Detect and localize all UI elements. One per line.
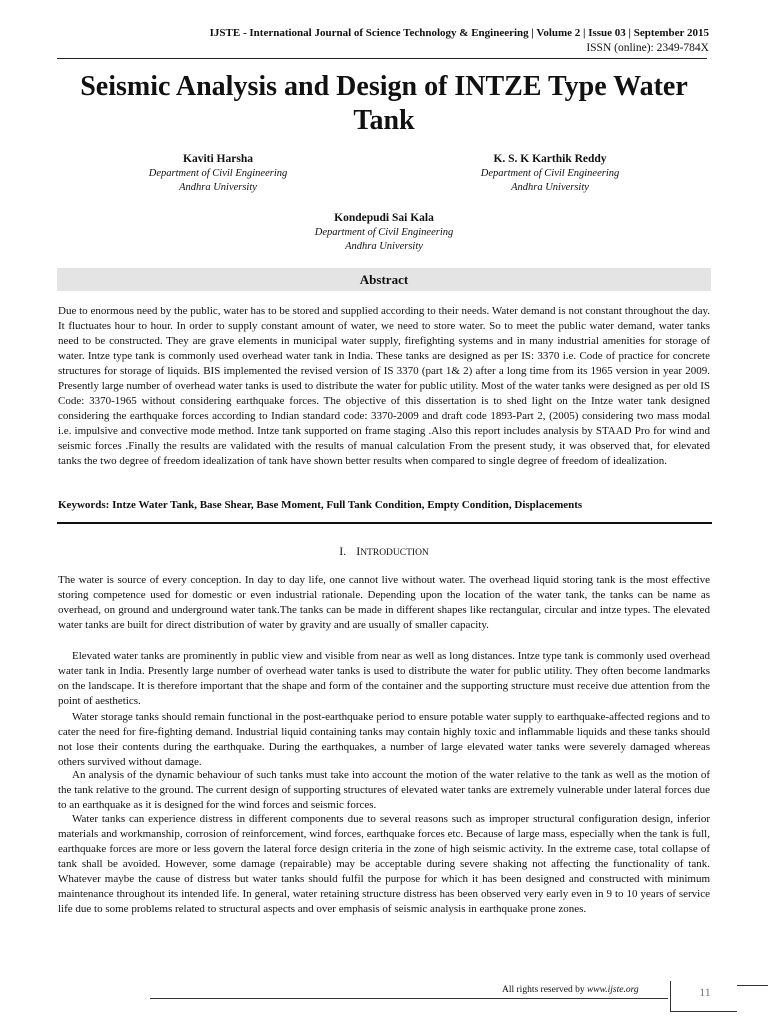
abstract-heading: Abstract — [57, 268, 711, 291]
section-heading — [0, 544, 768, 559]
intro-paragraph: Elevated water tanks are prominently in public view and visible from near as well as long distances. Intze type tank is commonly used overhead water tank in India. Presently large number of overhead water tanks is used to distribute the water for public utility. They often become landmarks on the landscape. It is therefore important that the shape and form of the container and the supporting structure must receive due attention from the point of aesthetics. — [58, 650, 710, 707]
author-university: Andhra University — [511, 181, 589, 193]
author-block-2 — [420, 152, 680, 194]
footer-rights: All rights reserved by — [502, 985, 585, 995]
author-university: Andhra University — [345, 240, 423, 252]
issn-label: ISSN (online): 2349-784X — [586, 42, 709, 54]
keywords: Keywords: Intze Water Tank, Base Shear, Base Moment, Full Tank Condition, Empty Condition, Displacements — [58, 499, 583, 511]
footer-site-link[interactable]: www.ijste.org — [586, 985, 639, 995]
section-title-rest: NTRODUCTION — [360, 548, 429, 558]
intro-paragraph: Water storage tanks should remain functional in the post-earthquake period to ensure potable water supply to earthquake-affected regions and to cater the need for fire-fighting demand. Industrial liquid containing tanks may contain highly toxic and inflammable liquids and these tanks should not lose their contents during the earthquake. During the earthquakes, a number of large elevated water tanks were severely damaged whereas others survived without damage. — [58, 711, 710, 768]
page-number: 11 — [699, 985, 711, 999]
footer-copyright — [502, 985, 639, 995]
paper-title: Seismic Analysis and Design of INTZE Type Water Tank — [80, 71, 688, 136]
abstract-text: Due to enormous need by the public, water has to be stored and supplied according to their needs. Water demand is not constant throughout the day. It fluctuates hour to hour. In order to supply constant amount of water, we need to store water. So to meet the public water demand, water tanks need to be constructed. They are grave elements in municipal water supply, firefighting systems and in many industrial amenities for storage of water. Intze type tank is commonly used overhead water tank in India. These tanks are designed as per IS: 3370 i.e. Code of practice for concrete structures for storage of liquids. BIS implemented the revised version of IS 3370 (part 1& 2) after a long time from its 1965 version in year 2009. Presently large number of overhead water tanks is used to distribute the water for public utility. Most of the water tanks were designed as per old IS Code: 3370-1965 without considering earthquake forces. The objective of this dissertation is to shed light on the Intze water tank designed considering the earthquake forces according to Indian standard code: 3370-2009 and draft code 1893-Part 2, (2005) considering two mass modal i.e. impulsive and convective mode method. Intze tank supported on frame staging .Also this report includes analysis by STAAD Pro for wind and seismic forces .Finally the results are validated with the results of manual calculation From the present study, it was observed that, for elevated tanks the two degree of freedom idealization of tank have shown better results when compared to single degree of freedom of idealization. — [58, 305, 710, 467]
section-title-initial: I — [356, 544, 361, 558]
intro-paragraph: An analysis of the dynamic behaviour of such tanks must take into account the motion of the water relative to the tank as well as the motion of the tank relative to the ground. The current design of supporting structures of elevated water tanks are extremely vulnerable under lateral forces due to an earthquake as it is designed for the wind forces and seismic forces. — [58, 769, 710, 811]
header-divider — [57, 58, 707, 59]
journal-header: IJSTE - International Journal of Science Technology & Engineering | Volume 2 | Issue 03 | September 2015 — [209, 27, 709, 39]
author-name: Kaviti Harsha — [183, 153, 253, 165]
page-corner-line — [737, 985, 768, 1012]
author-name: Kondepudi Sai Kala — [334, 212, 434, 224]
author-department: Department of Civil Engineering — [480, 168, 620, 179]
intro-paragraph: Water tanks can experience distress in different components due to several reasons such as improper structural configuration design, inferior materials and workmanship, corrosion of reinforcement, wind forces, earthquake forces etc. Because of large mass, especially when the tank is full, earthquake forces are more or less govern the lateral force design criteria in the zone of high seismic activity. In the extreme case, total collapse of tank shall be avoided. However, some damage (repairable) may be acceptable during severe shaking not affecting the functionality of tank. Whatever maybe the cause of distress but water tanks should fulfil the purpose for which it has been designed and constructed with minimum maintenance throughout its intended life. In general, water retaining structure distress has been observed very early even in 9 to 10 years of service life due to some problems related to structural aspects and over emphasis of seismic analysis in earthquake prone zones. — [58, 813, 710, 915]
author-block-1 — [88, 152, 348, 194]
author-university: Andhra University — [179, 181, 257, 193]
section-number: I. — [339, 544, 347, 558]
footer-divider — [150, 998, 668, 999]
author-department: Department of Civil Engineering — [148, 168, 288, 179]
intro-paragraph: The water is source of every conception. In day to day life, one cannot live without water. The overhead liquid storing tank is the most effective storing competence used for domestic or even industrial rationale. Depending upon the location of the water tank, the tanks can be name as overhead, on ground and underground water tank.The tanks can be made in different shapes like rectangular, circular and intze types. The elevated water tanks are built for direct distribution of water by gravity and are usually of smaller capacity. — [58, 574, 710, 631]
author-name: K. S. K Karthik Reddy — [493, 153, 607, 165]
author-block-3 — [254, 211, 514, 253]
author-department: Department of Civil Engineering — [314, 227, 454, 238]
keywords-divider — [57, 522, 712, 524]
